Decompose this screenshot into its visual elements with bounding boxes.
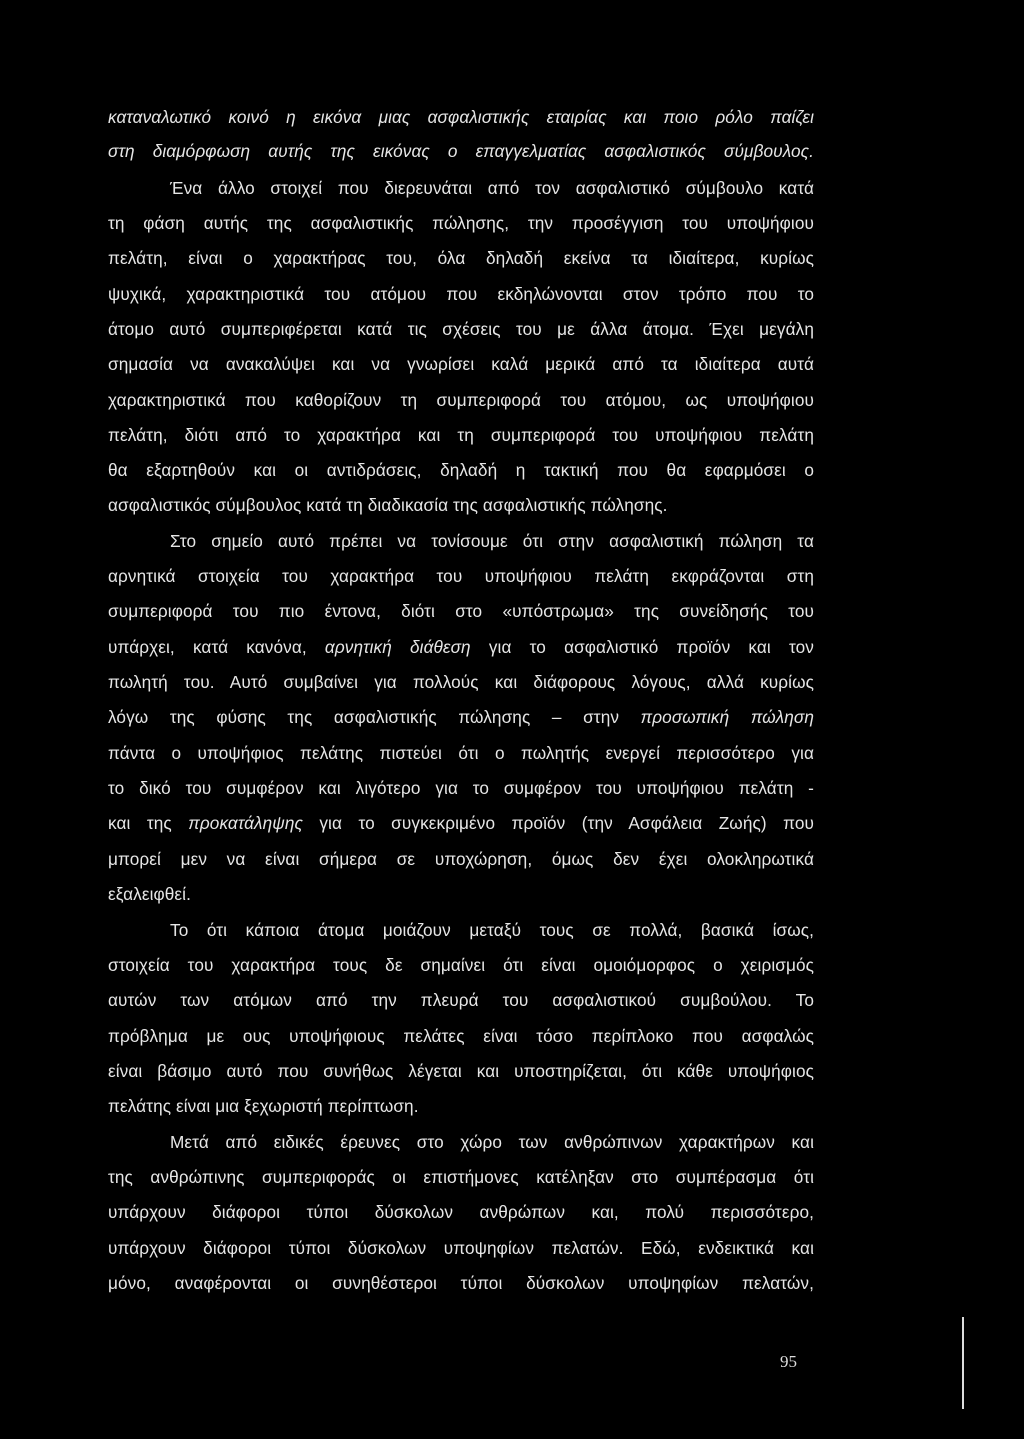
text-line xyxy=(108,1019,814,1053)
text-line xyxy=(108,347,814,381)
text-span: Μετά από ειδικές έρευνες στο χώρο των ανθρώπινων χαρακτήρων και xyxy=(170,1132,814,1152)
text-line xyxy=(170,1125,814,1159)
text-span: πελάτη, διότι από το χαρακτήρα και τη συμπεριφορά του υποψήφιου πελάτη xyxy=(108,425,814,445)
text-line xyxy=(108,630,814,664)
text-span: πάντα ο υποψήφιος πελάτης πιστεύει ότι ο πωλητής ενεργεί περισσότερο για xyxy=(108,743,814,763)
text-span: είναι βάσιμο αυτό που συνήθως λέγεται και υποστηρίζεται, ότι κάθε υποψήφιος xyxy=(108,1061,814,1081)
italic-text: καταναλωτικό κοινό η εικόνα μιας ασφαλιστικής εταιρίας και ποιο ρόλο παίζει xyxy=(108,107,814,127)
text-line xyxy=(108,559,814,593)
text-span: λόγω της φύσης της ασφαλιστικής πώλησης – στην xyxy=(108,707,641,727)
text-line xyxy=(108,1195,814,1229)
text-line xyxy=(108,134,814,168)
text-line xyxy=(108,100,814,134)
text-line xyxy=(108,1089,814,1123)
text-span: χαρακτηριστικά που καθορίζουν τη συμπεριφορά του ατόμου, ως υποψήφιου xyxy=(108,390,814,410)
text-line xyxy=(108,736,814,770)
page-number: 95 xyxy=(780,1352,797,1371)
text-span: σημασία να ανακαλύψει και να γνωρίσει καλά μερικά από τα ιδιαίτερα αυτά xyxy=(108,354,814,374)
text-span: εξαλειφθεί. xyxy=(108,884,191,904)
text-span: της ανθρώπινης συμπεριφοράς οι επιστήμονες κατέληξαν στο συμπέρασμα ότι xyxy=(108,1167,814,1187)
text-line xyxy=(108,277,814,311)
text-span: συμπεριφορά του πιο έντονα, διότι στο «υπόστρωμα» της συνείδησής του xyxy=(108,601,814,621)
text-line xyxy=(170,171,814,205)
text-line xyxy=(108,877,814,911)
text-line xyxy=(108,806,814,840)
text-line xyxy=(108,665,814,699)
text-span: για το συγκεκριμένο προϊόν (την Ασφάλεια Ζωής) που xyxy=(302,813,814,833)
text-span: αυτών των ατόμων από την πλευρά του ασφαλιστικού συμβούλου. Το xyxy=(108,990,814,1010)
italic-text: στη διαμόρφωση αυτής της εικόνας ο επαγγελματίας ασφαλιστικός σύμβουλος. xyxy=(108,141,814,161)
text-line xyxy=(108,1160,814,1194)
text-line xyxy=(108,983,814,1017)
text-line xyxy=(108,312,814,346)
text-line xyxy=(108,453,814,487)
text-span: μόνο, αναφέρονται οι συνηθέστεροι τύποι δύσκολων υποψηφίων πελατών, xyxy=(108,1273,814,1293)
text-span: και της xyxy=(108,813,189,833)
text-line xyxy=(108,241,814,275)
text-line xyxy=(170,524,814,558)
text-span: υπάρχουν διάφοροι τύποι δύσκολων υποψηφίων πελατών. Εδώ, ενδεικτικά και xyxy=(108,1238,814,1258)
text-span: ψυχικά, χαρακτηριστικά του ατόμου που εκδηλώνονται στον τρόπο που το xyxy=(108,284,814,304)
italic-text: προσωπική πώληση xyxy=(640,707,814,727)
text-span: άτομο αυτό συμπεριφέρεται κατά τις σχέσεις του με άλλα άτομα. Έχει μεγάλη xyxy=(108,319,814,339)
text-line xyxy=(108,1054,814,1088)
text-span: για το ασφαλιστικό προϊόν και τον xyxy=(470,637,814,657)
text-span: πρόβλημα με ους υποψήφιους πελάτες είναι τόσο περίπλοκο που ασφαλώς xyxy=(108,1026,814,1046)
text-line xyxy=(108,842,814,876)
text-span: Στο σημείο αυτό πρέπει να τονίσουμε ότι στην ασφαλιστική πώληση τα xyxy=(170,531,814,551)
italic-text: αρνητική διάθεση xyxy=(324,637,471,657)
text-line xyxy=(108,418,814,452)
text-span: πελάτη, είναι ο χαρακτήρας του, όλα δηλαδή εκείνα τα ιδιαίτερα, κυρίως xyxy=(108,248,814,268)
text-span: Το ότι κάποια άτομα μοιάζουν μεταξύ τους σε πολλά, βασικά ίσως, xyxy=(170,920,814,940)
text-span: τη φάση αυτής της ασφαλιστικής πώλησης, την προσέγγιση του υποψήφιου xyxy=(108,213,814,233)
text-span: πωλητή του. Αυτό συμβαίνει για πολλούς και διάφορους λόγους, αλλά κυρίως xyxy=(108,672,814,692)
italic-text: προκατάληψης xyxy=(188,813,303,833)
text-span: πελάτης είναι μια ξεχωριστή περίπτωση. xyxy=(108,1096,419,1116)
text-line xyxy=(108,1266,814,1300)
text-line xyxy=(108,383,814,417)
text-line xyxy=(108,206,814,240)
text-span: μπορεί μεν να είναι σήμερα σε υποχώρηση, όμως δεν έχει ολοκληρωτικά xyxy=(108,849,814,869)
text-line xyxy=(170,913,814,947)
margin-rule xyxy=(962,1317,964,1409)
text-span: αρνητικά στοιχεία του χαρακτήρα του υποψήφιου πελάτη εκφράζονται στη xyxy=(108,566,814,586)
text-span: υπάρχει, κατά κανόνα, xyxy=(108,637,325,657)
text-line xyxy=(108,771,814,805)
text-span: στοιχεία του χαρακτήρα τους δε σημαίνει ότι είναι ομοιόμορφος ο χειρισμός xyxy=(108,955,814,975)
text-line xyxy=(108,1231,814,1265)
text-line xyxy=(108,948,814,982)
text-span: το δικό του συμφέρον και λιγότερο για το συμφέρον του υποψήφιου πελάτη - xyxy=(108,778,814,798)
text-line xyxy=(108,700,814,734)
text-line xyxy=(108,488,814,522)
text-span: υπάρχουν διάφοροι τύποι δύσκολων ανθρώπων και, πολύ περισσότερο, xyxy=(108,1202,814,1222)
text-span: θα εξαρτηθούν και οι αντιδράσεις, δηλαδή η τακτική που θα εφαρμόσει ο xyxy=(108,460,814,480)
text-span: Ένα άλλο στοιχεί που διερευνάται από τον ασφαλιστικό σύμβουλο κατά xyxy=(170,178,814,198)
text-span: ασφαλιστικός σύμβουλος κατά τη διαδικασία της ασφαλιστικής πώλησης. xyxy=(108,495,668,515)
text-line xyxy=(108,594,814,628)
